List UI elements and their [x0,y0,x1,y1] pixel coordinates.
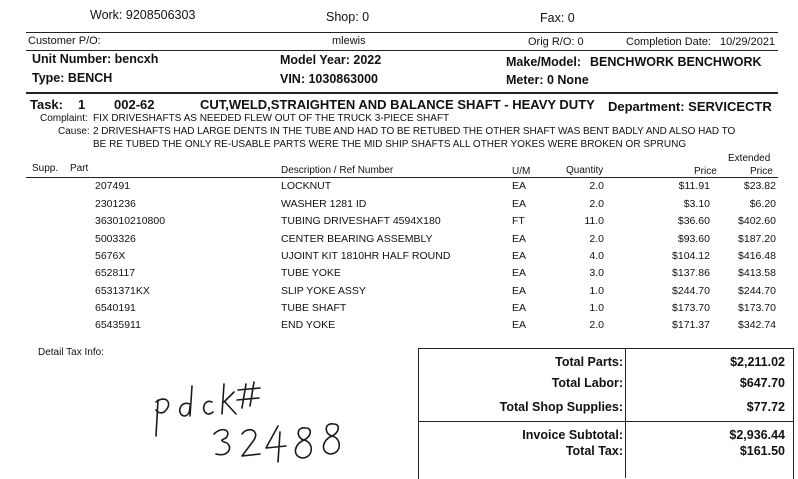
part-description: LOCKNUT [281,180,332,192]
part-price: $244.70 [672,285,710,297]
part-um: EA [512,302,527,314]
part-description: END YOKE [281,319,336,331]
work-number: Work: 9208506303 [90,8,196,22]
complaint-text: FIX DRIVESHAFTS AS NEEDED FLEW OUT OF THE TRUCK 3-PIECE SHAFT [93,113,450,124]
part-extended-price: $342.74 [738,319,776,331]
part-um: EA [512,233,527,245]
task-title: CUT,WELD,STRAIGHTEN AND BALANCE SHAFT - HEAVY DUTY [200,97,595,112]
part-description: TUBE SHAFT [281,302,347,314]
table-row [0,302,798,320]
part-extended-price: $173.70 [738,302,776,314]
unit-number: Unit Number: bencxh [32,52,159,66]
part-um: EA [512,319,527,331]
total-shop-supplies-label: Total Shop Supplies: [499,400,623,414]
part-um: EA [512,180,527,192]
fax-number: Fax: 0 [540,11,575,25]
part-quantity: 2.0 [589,180,604,192]
table-row [0,233,798,251]
part-description: SLIP YOKE ASSY [281,285,366,297]
model-year: Model Year: 2022 [280,53,382,67]
table-row [0,250,798,268]
part-um: FT [512,215,525,227]
part-number: 207491 [95,180,131,192]
make-model-value: BENCHWORK BENCHWORK [590,55,762,69]
table-row [0,267,798,285]
vin: VIN: 1030863000 [280,72,378,86]
part-number: 5676X [95,250,126,262]
col-description: Description / Ref Number [281,165,394,176]
part-number: 6540191 [95,302,136,314]
invoice-subtotal-label: Invoice Subtotal: [522,428,623,442]
shop-number: Shop: 0 [326,10,370,24]
detail-tax-label: Detail Tax Info: [38,347,104,358]
total-tax-value: $161.50 [739,444,785,458]
totals-divider [625,348,626,478]
col-quantity: Quantity [566,165,604,176]
meter: Meter: 0 None [506,73,589,87]
part-quantity: 2.0 [589,319,604,331]
divider [26,92,778,94]
original-ro: Orig R/O: 0 [528,36,584,48]
part-extended-price: $413.58 [738,267,776,279]
part-price: $104.12 [672,250,710,262]
cause-label: Cause: [58,126,90,137]
col-supp: Supp. [32,163,59,174]
table-row [0,319,798,337]
divider [26,177,778,178]
part-description: CENTER BEARING ASSEMBLY [281,233,433,245]
part-um: EA [512,285,527,297]
total-parts-label: Total Parts: [555,355,623,369]
customer-po-label: Customer P/O: [28,35,101,47]
part-number: 2301236 [95,198,136,210]
part-description: UJOINT KIT 1810HR HALF ROUND [281,250,451,262]
part-price: $173.70 [672,302,710,314]
part-number: 363010210800 [95,215,166,227]
part-price: $11.91 [678,180,710,192]
part-price: $137.86 [672,267,710,279]
table-row [0,180,798,198]
col-um: U/M [512,166,531,177]
complaint-label: Complaint: [40,113,88,124]
task-number: 1 [78,97,86,112]
part-quantity: 11.0 [584,215,604,227]
table-row [0,215,798,233]
table-row [0,198,798,216]
divider [26,50,778,51]
cause-text-line2: BE RE TUBED THE ONLY RE-USABLE PARTS WERE THE MID SHIP SHAFTS ALL OTHER YOKES WERE BROKEN OR SPRUNG [93,139,687,150]
department: Department: SERVICECTR [608,99,772,114]
completion-date-label: Completion Date: [626,36,711,48]
divider [26,32,778,33]
part-price: $36.60 [677,215,710,227]
part-extended-price: $6.20 [749,198,776,210]
part-extended-price: $402.60 [738,215,776,227]
col-price: Price [694,166,717,177]
part-number: 5003326 [95,233,136,245]
part-quantity: 2.0 [589,198,604,210]
part-number: 6528117 [95,267,136,279]
part-quantity: 3.0 [589,267,604,279]
part-number: 6531371KX [95,285,150,297]
total-labor-value: $647.70 [739,376,785,390]
part-extended-price: $416.48 [738,250,776,262]
total-parts-value: $2,211.02 [730,355,785,369]
col-part: Part [70,163,89,174]
totals-box [418,348,794,479]
total-shop-supplies-value: $77.72 [746,400,785,414]
task-label: Task: [30,97,63,112]
task-code: 002-62 [114,97,155,112]
cause-text-line1: 2 DRIVESHAFTS HAD LARGE DENTS IN THE TUBE AND HAD TO BE RETUBED THE OTHER SHAFT WAS BENT BADLY AND ALSO HAD TO [93,126,736,137]
part-um: EA [512,267,527,279]
col-extended-price: Price [750,166,773,177]
part-description: TUBE YOKE [281,267,341,279]
part-extended-price: $23.82 [743,180,776,192]
part-extended-price: $187.20 [738,233,776,245]
part-description: TUBING DRIVESHAFT 4594X180 [281,215,441,227]
table-row [0,285,798,303]
part-um: EA [512,198,527,210]
make-model-label: Make/Model: [506,55,582,69]
part-quantity: 4.0 [589,250,604,262]
part-price: $93.60 [677,233,710,245]
totals-divider [419,421,793,422]
part-quantity: 2.0 [589,233,604,245]
completion-date: 10/29/2021 [720,36,776,48]
part-quantity: 1.0 [589,302,604,314]
total-labor-label: Total Labor: [551,376,623,390]
unit-type: Type: BENCH [32,71,113,85]
handwritten-note [150,378,350,468]
part-price: $171.37 [672,319,710,331]
service-writer: mlewis [332,35,366,47]
part-number: 65435911 [95,319,141,331]
part-description: WASHER 1281 ID [281,198,367,210]
part-um: EA [512,250,527,262]
total-tax-label: Total Tax: [565,444,623,458]
part-price: $3.10 [683,198,710,210]
invoice-subtotal-value: $2,936.44 [729,428,785,442]
col-extended: Extended [728,153,771,164]
part-extended-price: $244.70 [738,285,776,297]
part-quantity: 1.0 [589,285,604,297]
